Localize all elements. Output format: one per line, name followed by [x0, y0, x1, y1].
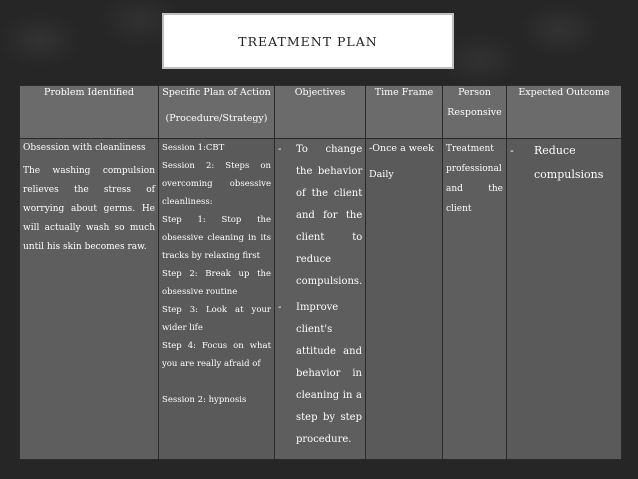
cell-problem: [20, 139, 159, 460]
header-person-line2: Responsive: [447, 107, 502, 118]
objective-text: Improve client's attitude and behavior in cleaning in a step by step procedure.: [296, 302, 362, 445]
header-plan: [159, 86, 275, 139]
header-time-frame: Time Frame: [366, 86, 443, 139]
plan-line: Step 4: Focus on what you are really afraid of: [162, 341, 271, 369]
objective-item: [278, 139, 362, 293]
header-person-line1: Person: [458, 87, 491, 98]
plan-line: Step 3: Look at your wider life: [162, 305, 271, 333]
header-objectives: Objectives: [275, 86, 366, 139]
header-plan-line1: Specific Plan of Action: [162, 87, 271, 98]
cell-objectives: [275, 139, 366, 460]
header-plan-line2: (Procedure/Strategy): [165, 113, 268, 124]
bullet-dash: -: [510, 144, 514, 157]
title-box: [162, 13, 454, 69]
bullet-dash: -: [278, 144, 282, 155]
plan-line: Session 1:CBT: [162, 143, 225, 153]
plan-line: Step 2: Break up the obsessive routine: [162, 269, 271, 297]
time-frame-1: -Once a week: [369, 143, 434, 154]
treatment-plan-table: [19, 85, 622, 460]
outcome-text: Reduce compulsions: [534, 144, 604, 181]
cell-person: [443, 139, 507, 460]
plan-line: Session 2: Steps on overcoming obsessive cleanliness:: [162, 161, 271, 207]
table-row: [20, 139, 622, 460]
cell-time-frame: [366, 139, 443, 460]
objective-item: [278, 297, 362, 451]
header-row: [20, 86, 622, 139]
page-title: TREATMENT PLAN: [238, 33, 378, 49]
problem-title: Obsession with cleanliness: [23, 143, 146, 153]
bullet-dash: -: [278, 302, 282, 313]
time-frame-2: Daily: [369, 169, 394, 180]
header-outcome: Expected Outcome: [507, 86, 622, 139]
outcome-item: [510, 139, 618, 187]
plan-line: Step 1: Stop the obsessive cleaning in its tracks by relaxing first: [162, 215, 271, 261]
cell-outcome: [507, 139, 622, 460]
header-problem: Problem Identified: [20, 86, 159, 139]
person-text: Treatment professional and the client: [446, 144, 503, 214]
header-person: [443, 86, 507, 139]
plan-hypnosis: Session 2: hypnosis: [162, 395, 247, 405]
objective-text: To change the behavior of the client and for the client to reduce compulsions.: [296, 144, 363, 287]
problem-description: The washing compulsion relieves the stress of worrying about germs. He will actually wash so much until his skin becomes raw.: [23, 166, 155, 252]
cell-plan: [159, 139, 275, 460]
